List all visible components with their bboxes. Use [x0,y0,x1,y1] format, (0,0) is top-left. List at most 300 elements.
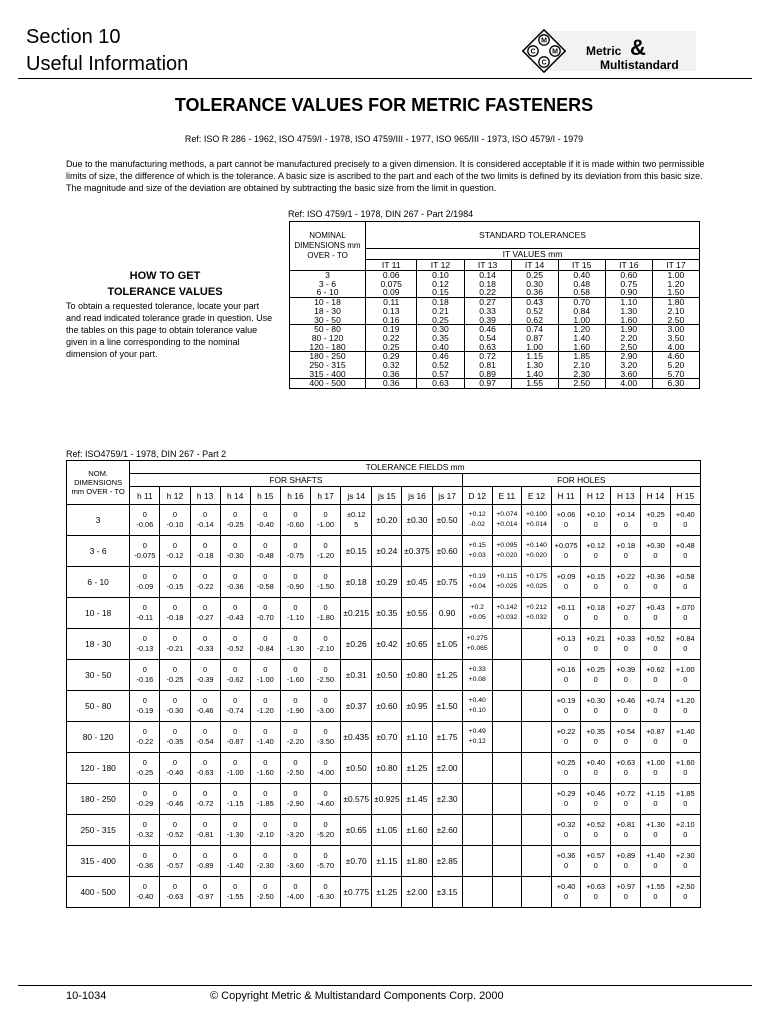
tolerance-cell: +1.85 0 [670,784,700,815]
tolerance-cell: ±0.50 [432,505,462,536]
tolerance-cell: +0.40 0 [552,877,581,908]
tolerance-cell: ±1.80 [402,846,432,877]
it-value-cell: 2.90 [605,352,652,361]
tolerance-cell [521,722,551,753]
standard-tolerances-table [289,221,700,389]
nominal-dimension-cell: 10 - 18 [290,298,366,307]
tolerance-cell: +1.20 0 [670,691,700,722]
it-value-cell: 0.27 [464,298,511,307]
it-value-cell: 0.75 [605,280,652,289]
it-value-cell: 3.00 [652,325,699,334]
section-title: Useful Information [26,53,189,75]
tolerance-cell [521,660,551,691]
tolerance-cell: +0.46 0 [581,784,611,815]
tolerance-cell: 0.90 [432,598,462,629]
tolerance-cell: +0.15 +0.03 [462,536,492,567]
tolerance-cell: 0 -2.20 [280,722,310,753]
tolerance-cell: 0 -0.25 [130,753,160,784]
it-value-cell: 0.52 [417,361,464,370]
tolerance-cell: ±0.30 [402,505,432,536]
it-value-cell: 0.075 [366,280,417,289]
tolerance-cell: +0.29 0 [552,784,581,815]
tolerance-cell: +.070 0 [670,598,700,629]
it-value-cell: 3.20 [605,361,652,370]
tolerance-cell: ±0.37 [341,691,372,722]
it-value-cell: 0.25 [366,343,417,352]
tolerance-cell: +0.19 +0.04 [462,567,492,598]
tolerance-cell: ±3.15 [432,877,462,908]
howto-body: To obtain a requested tolerance, locate your part and read indicated tolerance grade in question. Use the tables on this page to obtain tolerance value given in a line corresponding to the nominal dimension of your part. [66,301,273,359]
tolerance-cell: +0.40 +0.10 [462,691,492,722]
tolerance-cell: 0 -2.10 [250,815,280,846]
tolerance-cell: 0 -0.30 [220,536,250,567]
it-value-cell: 0.35 [417,334,464,343]
table-row [290,379,700,389]
tolerance-column-header: D 12 [462,487,492,505]
tolerance-cell: 0 -1.40 [250,722,280,753]
table-row [67,722,701,753]
tolerance-cell: ±1.25 [402,753,432,784]
it-value-cell: 0.10 [417,271,464,280]
header-rule [18,78,752,79]
tolerance-fields-table [66,460,701,908]
tolerance-cell: +0.140 +0.020 [521,536,551,567]
tolerance-cell: +0.27 0 [611,598,641,629]
it-value-cell: 0.40 [417,343,464,352]
tolerance-cell: 0 -3.50 [311,722,341,753]
nominal-dimension-cell: 120 - 180 [290,343,366,352]
tolerance-cell: 0 -2.50 [280,753,310,784]
tolerance-cell: 0 -0.19 [130,691,160,722]
logo-ampersand: & [630,35,646,60]
nominal-dimension-cell: 10 - 18 [67,598,130,629]
tolerance-cell: +0.25 0 [552,753,581,784]
tolerance-cell: ±0.60 [432,536,462,567]
it-value-cell: 0.25 [417,316,464,325]
nominal-dimension-cell: 30 - 50 [290,316,366,325]
howto-heading-line1: HOW TO GET [129,270,201,282]
tolerance-cell: 0 -3.00 [311,691,341,722]
tolerance-cell: +0.10 0 [581,505,611,536]
tolerance-cell: +0.30 0 [641,536,670,567]
it-value-cell: 2.50 [558,379,605,389]
it-value-cell: 1.00 [511,343,558,352]
it-value-cell: 1.90 [605,325,652,334]
tolerance-column-header: h 11 [130,487,160,505]
table-row [67,505,701,536]
tolerance-cell: +0.18 0 [611,536,641,567]
it-value-cell: 3.60 [605,370,652,379]
it-value-cell: 2.30 [558,370,605,379]
tolerance-cell: +0.74 0 [641,691,670,722]
tolerance-cell: 0 -1.30 [280,629,310,660]
tolerance-cell [521,629,551,660]
tolerance-cell: 0 -0.62 [220,660,250,691]
tolerance-cell: 0 -0.21 [160,629,190,660]
it-value-cell: 0.54 [464,334,511,343]
tolerance-cell: 0 -0.46 [160,784,190,815]
it-column-header: IT 16 [605,260,652,271]
it-value-cell: 0.29 [366,352,417,361]
tolerance-cell: 0 -0.54 [190,722,220,753]
svg-text:M: M [541,37,547,45]
tolerance-cell: 0 -0.075 [130,536,160,567]
logo-text-metric: Metric [586,44,622,58]
tolerance-cell: +0.275 +0.065 [462,629,492,660]
nominal-dimension-cell: 80 - 120 [290,334,366,343]
tolerance-cell: 0 -0.36 [220,567,250,598]
tolerance-cell [462,753,492,784]
it-value-cell: 0.72 [464,352,511,361]
tolerance-cell: +0.25 0 [641,505,670,536]
nominal-dimension-cell: 18 - 30 [290,307,366,316]
tolerance-cell: 0 -5.70 [311,846,341,877]
it-value-cell: 0.58 [558,288,605,297]
tolerance-cell: 0 -0.97 [190,877,220,908]
tolerance-cell: ±1.15 [372,846,402,877]
tolerance-cell: ±0.70 [372,722,402,753]
tolerance-cell [462,784,492,815]
it-value-cell: 1.50 [652,288,699,297]
tolerance-column-header: H 15 [670,487,700,505]
table-row [67,815,701,846]
tolerance-cell: ±0.375 [402,536,432,567]
it-column-header: IT 14 [511,260,558,271]
table-row [67,753,701,784]
tolerance-column-header: h 16 [280,487,310,505]
it-value-cell: 1.60 [558,343,605,352]
it-column-header: IT 12 [417,260,464,271]
it-value-cell: 1.20 [558,325,605,334]
it-value-cell: 0.84 [558,307,605,316]
tolerance-cell: +0.22 0 [552,722,581,753]
tolerance-cell: 0 -0.32 [130,815,160,846]
it-value-cell: 6.30 [652,379,699,389]
it-value-cell: 0.13 [366,307,417,316]
nominal-dimension-cell: 18 - 30 [67,629,130,660]
tolerance-cell: ±0.20 [372,505,402,536]
nominal-dimensions-header: NOM. DIMENSIONS mm OVER - TO [67,461,130,505]
tolerance-cell: 0 -1.00 [250,660,280,691]
it-value-cell: 0.48 [558,280,605,289]
tolerance-cell: 0 -0.35 [160,722,190,753]
tolerance-cell: ±0.95 [402,691,432,722]
tolerance-cell [492,629,521,660]
tolerance-cell: 0 -1.00 [220,753,250,784]
it-value-cell: 1.00 [558,316,605,325]
table1-reference: Ref: ISO 4759/1 - 1978, DIN 267 - Part 2/1984 [288,209,474,219]
tolerance-cell: 0 -0.13 [130,629,160,660]
it-value-cell: 0.25 [511,271,558,280]
tolerance-cell: ±2.60 [432,815,462,846]
tolerance-cell: ±0.215 [341,598,372,629]
intro-paragraph: Due to the manufacturing methods, a part cannot be manufactured precisely to a given dimension. It is considered acceptable if it is made within two permissible limits of size, the difference of which is the tolerance. A basic size is ascribed to the part and each of the two limits is defined by its deviation from this basic size. The magnitude and size of the deviation are obtained by subtracting the basic size from the limit in question. [66,159,705,193]
tolerance-cell: 0 -0.22 [190,567,220,598]
tolerance-cell: 0 -0.74 [220,691,250,722]
tolerance-cell: 0 -0.81 [190,815,220,846]
tolerance-cell: +0.87 0 [641,722,670,753]
tolerance-cell: 0 -0.40 [250,505,280,536]
tolerance-cell: 0 -2.90 [280,784,310,815]
tolerance-cell [521,753,551,784]
tolerance-cell: +0.21 0 [581,629,611,660]
tolerance-cell: 0 -1.60 [280,660,310,691]
it-value-cell: 0.11 [366,298,417,307]
nominal-dimension-cell: 315 - 400 [67,846,130,877]
tolerance-cell: +0.97 0 [611,877,641,908]
tolerance-cell: ±0.60 [372,691,402,722]
tolerance-cell: 0 -0.30 [160,691,190,722]
tolerance-cell: +0.142 +0.032 [492,598,521,629]
it-value-cell: 0.87 [511,334,558,343]
tolerance-cell [492,753,521,784]
tolerance-cell: ±0.775 [341,877,372,908]
tolerance-cell: 0 -3.60 [280,846,310,877]
it-value-cell: 0.39 [464,316,511,325]
it-value-cell: 0.30 [511,280,558,289]
tolerance-cell: +0.212 +0.032 [521,598,551,629]
tolerance-cell: ±0.24 [372,536,402,567]
tolerance-cell: ±0.18 [341,567,372,598]
tolerance-cell: 0 -1.50 [311,567,341,598]
tolerance-cell: +0.63 0 [611,753,641,784]
tolerance-cell: ±0.80 [402,660,432,691]
tolerance-cell: ±1.25 [432,660,462,691]
tolerance-cell: ±0.75 [432,567,462,598]
tolerance-cell: 0 -1.20 [250,691,280,722]
tolerance-cell: ±0.65 [341,815,372,846]
table-row [67,536,701,567]
tolerance-column-header: H 14 [641,487,670,505]
it-values-header: IT VALUES mm [366,249,700,260]
tolerance-cell: +0.175 +0.025 [521,567,551,598]
tolerance-cell: +0.52 0 [581,815,611,846]
tolerance-cell: 0 -0.16 [130,660,160,691]
tolerance-cell: ±2.30 [432,784,462,815]
footer-rule [18,985,752,986]
tolerance-cell: 0 -0.15 [160,567,190,598]
for-holes-header: FOR HOLES [462,474,700,487]
tolerance-cell: 0 -1.20 [311,536,341,567]
nominal-dimension-cell: 180 - 250 [67,784,130,815]
tolerance-cell [492,877,521,908]
it-value-cell: 0.19 [366,325,417,334]
tolerance-cell: +2.50 0 [670,877,700,908]
tolerance-cell: 0 -0.39 [190,660,220,691]
tolerance-cell: +0.22 0 [611,567,641,598]
table-row [67,691,701,722]
tolerance-column-header: E 11 [492,487,521,505]
tolerance-cell: +1.55 0 [641,877,670,908]
it-value-cell: 0.63 [464,343,511,352]
tolerance-cell: +0.89 0 [611,846,641,877]
tolerance-cell: +0.62 0 [641,660,670,691]
it-value-cell: 0.97 [464,379,511,389]
nominal-dimension-cell: 3 [290,271,366,280]
tolerance-cell: 0 -0.33 [190,629,220,660]
tolerance-cell: ±2.85 [432,846,462,877]
tolerance-cell: +0.84 0 [670,629,700,660]
tolerance-cell: 0 -0.40 [130,877,160,908]
table2-reference: Ref: ISO4759/1 - 1978, DIN 267 - Part 2 [66,449,227,459]
tolerance-cell: +0.25 0 [581,660,611,691]
nominal-dimension-cell: 120 - 180 [67,753,130,784]
tolerance-cell: 0 -0.52 [220,629,250,660]
tolerance-cell [462,877,492,908]
tolerance-cell: ±1.05 [432,629,462,660]
tolerance-cell: 0 -0.18 [190,536,220,567]
it-value-cell: 0.52 [511,307,558,316]
it-value-cell: 1.30 [605,307,652,316]
tolerance-cell: 0 -2.30 [250,846,280,877]
it-value-cell: 0.09 [366,288,417,297]
page-number: 10-1034 [66,990,107,1002]
copyright-text: © Copyright Metric & Multistandard Components Corp. 2000 [210,990,504,1002]
tolerance-cell: +0.33 0 [611,629,641,660]
tolerance-cell [521,815,551,846]
tolerance-cell: +0.074 +0.014 [492,505,521,536]
it-value-cell: 1.20 [652,280,699,289]
tolerance-cell: 0 -0.60 [280,505,310,536]
nominal-dimension-cell: 180 - 250 [290,352,366,361]
tolerance-cell: 0 -4.00 [280,877,310,908]
it-value-cell: 0.14 [464,271,511,280]
nominal-dimension-cell: 250 - 315 [67,815,130,846]
tolerance-cell: 0 -0.12 [160,536,190,567]
tolerance-cell: ±0.29 [372,567,402,598]
tolerance-cell [492,691,521,722]
it-value-cell: 0.36 [366,379,417,389]
tolerance-cell: +2.30 0 [670,846,700,877]
tolerance-cell: +0.075 0 [552,536,581,567]
howto-heading-line2: TOLERANCE VALUES [107,286,223,298]
tolerance-cell [492,722,521,753]
tolerance-cell: ±0.925 [372,784,402,815]
tolerance-cell: +0.12 -0.02 [462,505,492,536]
tolerance-cell: 0 -0.57 [160,846,190,877]
it-value-cell: 1.40 [558,334,605,343]
it-value-cell: 0.21 [417,307,464,316]
tolerance-cell: 0 -0.25 [160,660,190,691]
tolerance-cell: ±2.00 [402,877,432,908]
it-value-cell: 4.60 [652,352,699,361]
tolerance-cell: +0.54 0 [611,722,641,753]
tolerance-cell: 0 -4.00 [311,753,341,784]
it-value-cell: 0.43 [511,298,558,307]
tolerance-cell: 0 -0.25 [220,505,250,536]
tolerance-cell: +0.58 0 [670,567,700,598]
tolerance-cell: ±2.00 [432,753,462,784]
tolerance-cell: 0 -0.06 [130,505,160,536]
tolerance-cell: ±0.31 [341,660,372,691]
nominal-dimension-cell: 6 - 10 [67,567,130,598]
nominal-dimension-cell: 3 - 6 [290,280,366,289]
svg-text:M: M [552,48,558,56]
tolerance-cell: ±0.35 [372,598,402,629]
tolerance-cell: 0 -1.90 [280,691,310,722]
tolerance-cell: 0 -0.63 [160,877,190,908]
tolerance-cell: ±0.435 [341,722,372,753]
tolerance-cell: 0 -0.63 [190,753,220,784]
tolerance-cell: 0 -0.10 [160,505,190,536]
it-value-cell: 4.00 [605,379,652,389]
tolerance-cell: +1.00 0 [641,753,670,784]
table-row [67,598,701,629]
tolerance-column-header: js 16 [402,487,432,505]
tolerance-cell: ±0.26 [341,629,372,660]
tolerance-cell: 0 -0.70 [250,598,280,629]
tolerance-cell: +0.40 0 [581,753,611,784]
tolerance-column-header: h 13 [190,487,220,505]
tolerance-cell: +0.2 +0.05 [462,598,492,629]
it-value-cell: 0.57 [417,370,464,379]
tolerance-cell: +0.57 0 [581,846,611,877]
it-value-cell: 1.40 [511,370,558,379]
nominal-dimension-cell: 30 - 50 [67,660,130,691]
nominal-dimension-cell: 400 - 500 [67,877,130,908]
tolerance-cell: +0.06 0 [552,505,581,536]
tolerance-column-header: js 14 [341,487,372,505]
it-value-cell: 2.50 [652,316,699,325]
tolerance-cell: ±0.42 [372,629,402,660]
tolerance-cell [462,815,492,846]
it-value-cell: 2.20 [605,334,652,343]
tolerance-cell: +0.12 0 [581,536,611,567]
it-value-cell: 0.46 [417,352,464,361]
nominal-dimension-cell: 80 - 120 [67,722,130,753]
table-row [67,629,701,660]
tolerance-cell: +0.32 0 [552,815,581,846]
table-row [67,784,701,815]
tolerance-cell [492,846,521,877]
it-value-cell: 1.80 [652,298,699,307]
tolerance-cell: 0 -0.27 [190,598,220,629]
it-value-cell: 0.36 [366,370,417,379]
tolerance-cell: 0 -1.60 [250,753,280,784]
tolerance-cell: ±0.80 [372,753,402,784]
tolerance-column-header: H 11 [552,487,581,505]
it-value-cell: 0.81 [464,361,511,370]
svg-text:C: C [541,59,547,67]
nominal-dimension-cell: 50 - 80 [67,691,130,722]
tolerance-cell [492,815,521,846]
tolerance-cell: 0 -0.75 [280,536,310,567]
tolerance-cell: ±1.60 [402,815,432,846]
tolerance-cell: 0 -1.40 [220,846,250,877]
it-value-cell: 0.40 [558,271,605,280]
tolerance-cell: 0 -1.15 [220,784,250,815]
tolerance-cell: +0.11 0 [552,598,581,629]
tolerance-cell: +1.15 0 [641,784,670,815]
tolerance-cell [521,784,551,815]
tolerance-cell: ±1.45 [402,784,432,815]
it-value-cell: 0.90 [605,288,652,297]
it-value-cell: 1.30 [511,361,558,370]
it-value-cell: 2.50 [605,343,652,352]
table-row [67,877,701,908]
it-value-cell: 5.20 [652,361,699,370]
tolerance-column-header: js 15 [372,487,402,505]
tolerance-cell: +1.60 0 [670,753,700,784]
tolerance-cell: +0.30 0 [581,691,611,722]
it-value-cell: 0.12 [417,280,464,289]
tolerance-column-header: h 15 [250,487,280,505]
tolerance-cell [521,877,551,908]
tolerance-cell: +0.72 0 [611,784,641,815]
it-value-cell: 1.10 [605,298,652,307]
tolerance-cell: +0.19 0 [552,691,581,722]
table-row [67,567,701,598]
